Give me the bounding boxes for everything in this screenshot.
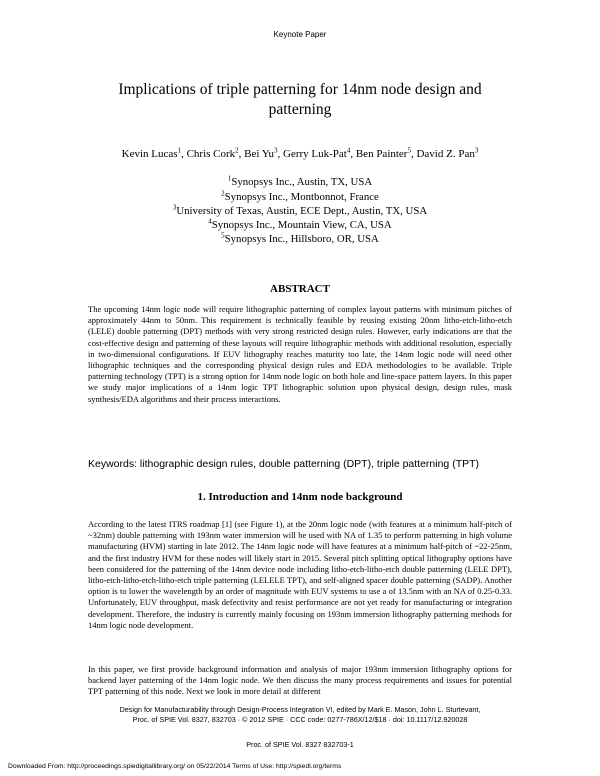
author-name: Ben Painter [355,148,408,160]
affiliation-1: $^1$Synopsys Inc., Austin, TX, USA [227,174,373,188]
section-1-title: 1. Introduction and 14nm node background [197,491,403,503]
author-separator: , [181,148,187,160]
author-name: Kevin Lucas [121,148,178,160]
author-affiliation-mark: 3 [274,146,278,155]
author-name: David Z. Pan [416,148,475,160]
page-number: Proc. of SPIE Vol. 8327 832703-1 [246,740,354,749]
keywords: Keywords: lithographic design rules, double patterning (DPT), triple patterning (TPT) [88,458,480,470]
author-name: Chris Cork [186,148,236,160]
author-name: Bei Yu [244,148,274,160]
abstract-heading: ABSTRACT [270,283,330,295]
author-affiliation-mark: 5 [407,146,411,155]
paper-title: Implications of triple patterning for 14nm node design and patterning [118,81,482,118]
proceedings-footer [0,705,600,724]
author-affiliation-mark: 2 [235,146,239,155]
download-notice: Downloaded From: http://proceedings.spiedigitallibrary.org/ on 05/22/2014 Terms of Use: http://spiedl.org/terms [8,763,342,770]
footer-line-1: Design for Manufacturability through Design-Process Integration VI, edited by Mark E. Mason, John L. Sturtevant, [119,705,481,714]
header-label: Keynote Paper [273,30,327,39]
footer-line-2: Proc. of SPIE Vol. 8327, 832703 · © 2012 SPIE · CCC code: 0277-786X/12/$18 · doi: 10.1117/12.920028 [132,714,468,724]
author-separator: , [350,148,356,160]
author-name: Gerry Luk-Pat [283,148,347,160]
author-separator: , [238,148,245,160]
author-list [60,148,540,160]
affiliation-2: $^2$Synopsys Inc., Montbonnot, France [221,189,379,203]
author-affiliation-mark: 4 [346,146,351,155]
author-separator: , [410,148,417,160]
author-affiliation-mark: 1 [177,146,182,155]
section-1-paragraph-1: According to the latest ITRS roadmap [1] (see Figure 1), at the 20nm logic node (with features at a minimum half-pitch of ~32nm) double patterning with 193nm water immersion will be used with NA of 1.35 to perform patterning in high volume manufacturing (HVM) starting in late 2012. The 14nm logic node will have features at a minimum half-pitch of ~22-25nm, and the first industry HVM for these nodes will likely start in 2015. Several pitch splitting optical lithography options have been considered for the patterning of the 14nm device node including litho-etch-litho-etch double patterning (LELE DPT), litho-etch-litho-etch-litho-etch triple patterning (LELELE TPT), and self-aligned spacer double patterning (SADP). Another option is to lower the wavelength by an order of magnitude with EUV systems to use a of 13.5nm with an NA of 0.25-0.33. Unfortunately, EUV throughput, mask defectivity and resist performance are not yet ready for manufacturing or integration development. Therefore, the industry is currently mainly focusing on 193nm immersion lithography patterning methods for 14nm logic node development. [88,519,512,630]
affiliation-5: $^5$Synopsys Inc., Hillsboro, OR, USA [221,231,379,245]
affiliation-4: $^4$Synopsys Inc., Mountain View, CA, USA [208,217,392,231]
abstract-text: The upcoming 14nm logic node will require lithographic patterning of complex layout patterns with minimum pitches of approximately 44nm to 50nm. This requirement is technically feasible by reusing existing 20nm litho-etch-litho-etch (LELE) double patterning (DPT) methods with very strong restricted design rules. However, early indications are that the cost-effective design and patterning of these layouts will require lithographic methods with additional resolution, especially in two-dimensional configurations. If EUV lithography reaches maturity too late, the 14nm logic node will need other lithographic techniques and the corresponding physical design rules and EDA methodologies to be available. Triple patterning technology (TPT) is a strong option for 14nm node logic on both hole and line-space pattern layers. In this paper we study major implications of a 14nm logic TPT lithographic solution upon physical design, design rules, mask synthesis/EDA algorithms and their process interactions. [88,304,512,404]
author-affiliation-mark: 3 [474,146,479,155]
affiliation-3: $^3$University of Texas, Austin, ECE Dept., Austin, TX, USA [172,203,428,217]
author-separator: , [277,148,283,160]
section-1-paragraph-2: In this paper, we first provide background information and analysis of major 193nm immersion lithography options for backend layer patterning of the 14nm logic node. We then discuss the many process requirements and issues for potential TPT patterning of this node. Next we look in more detail at different [88,664,512,697]
